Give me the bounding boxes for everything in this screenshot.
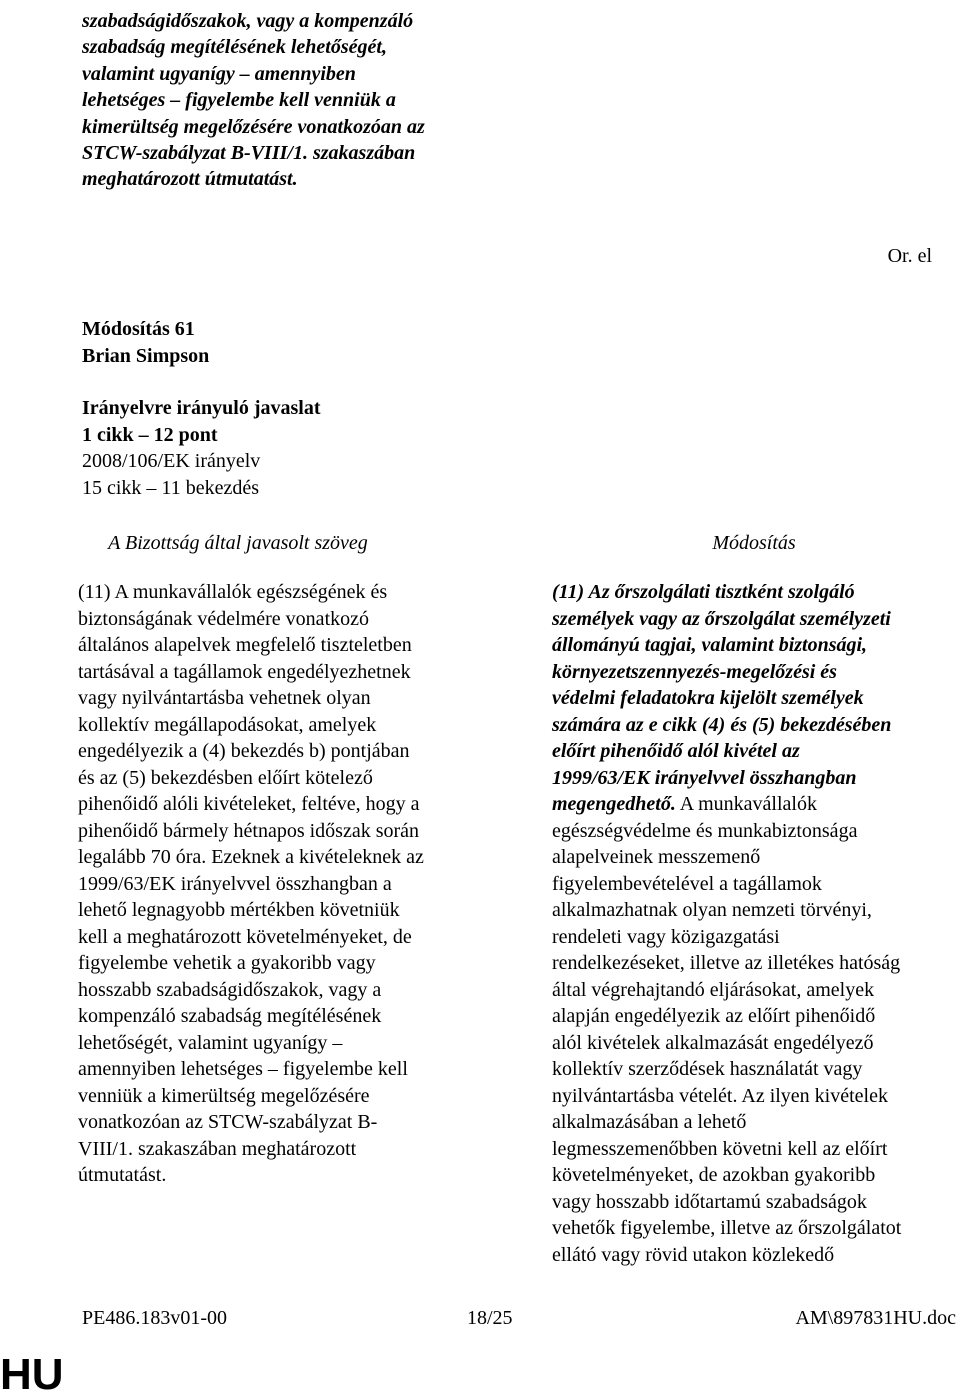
text-line: alapelveinek messzemenő [552, 846, 761, 868]
text-line: szabadság megítélésének lehetőségét, [82, 36, 387, 59]
text-line: követelményeket, de azokban gyakoribb [552, 1164, 876, 1186]
text-line: legmesszemenőbben követni kell az előírt [552, 1137, 888, 1160]
text-line: pihenőidő alóli kivételeket, feltéve, hogy a [78, 793, 420, 815]
text-line: által végrehajtandó eljárásokat, amelyek [552, 978, 875, 1001]
text-span: A munkavállalók [675, 793, 817, 815]
text-line: alapján engedélyezik az előírt pihenőidő [552, 1005, 876, 1027]
text-span: megengedhető. [552, 793, 676, 815]
spacer [82, 369, 321, 395]
text-line: kimerültség megelőzésére vonatkozóan az [82, 115, 425, 138]
text-line: engedélyezik a (4) bekezdés b) pontjában [78, 740, 410, 762]
amendment-author: Brian Simpson [82, 344, 210, 367]
right-column-header: Módosítás [712, 532, 796, 554]
amendment-text-column [552, 579, 956, 1268]
text-line: kompenzáló szabadság megítélésének [78, 1005, 382, 1027]
text-line: nyilvántartásba vételét. Az ilyen kivételek [552, 1084, 888, 1107]
text-line: vonatkozóan az STCW-szabályzat B- [78, 1111, 378, 1133]
text-line: számára az e cikk (4) és (5) bekezdésében [552, 713, 892, 736]
text-line: általános alapelvek megfelelő tiszteletben [78, 634, 412, 656]
text-line: útmutatást. [78, 1164, 167, 1186]
continued-text-block [82, 8, 482, 193]
text-line: védelmi feladatokra kijelölt személyek [552, 687, 864, 709]
text-line: szabadságidőszakok, vagy a kompenzáló [82, 10, 414, 32]
text-line: kollektív szerződések használatát vagy [552, 1058, 863, 1080]
text-line: és az (5) bekezdésben előírt kötelező [78, 766, 373, 789]
proposal-type: Irányelvre irányuló javaslat [82, 397, 321, 419]
text-line: biztonságának védelmére vonatkozó [78, 607, 369, 630]
text-line: lehetőségét, valamint ugyanígy – [78, 1031, 343, 1054]
text-line: rendelkezéseket, illetve az illetékes hatóság [552, 952, 901, 974]
text-line: legalább 70 óra. Ezeknek a kivételeknek az [78, 846, 424, 868]
text-line: rendeleti vagy közigazgatási [552, 925, 780, 948]
text-line: meghatározott útmutatást. [82, 168, 298, 191]
article-ref: 1 cikk – 12 pont [82, 423, 218, 446]
amendment-header [82, 316, 321, 501]
commission-text-column [78, 579, 482, 1189]
text-line: hosszabb szabadságidőszakok, vagy a [78, 978, 382, 1001]
original-language-label: Or. el [887, 245, 932, 267]
text-line: alkalmazhatnak olyan nemzeti törvényi, [552, 899, 872, 921]
text-line: valamint ugyanígy – amennyiben [82, 62, 356, 85]
text-line: (11) A munkavállalók egészségének és [78, 581, 388, 603]
text-line: ellátó vagy rövid utakon közlekedő [552, 1243, 835, 1266]
text-line: 1999/63/EK irányelvvel összhangban a [78, 872, 392, 895]
amendment-number: Módosítás 61 [82, 318, 195, 340]
text-line: 1999/63/EK irányelvvel összhangban [552, 766, 857, 789]
text-line: vagy nyilvántartásba vehetnek olyan [78, 687, 371, 709]
text-line: amennyiben lehetséges – figyelembe kell [78, 1058, 408, 1080]
text-line: venniük a kimerültség megelőzésére [78, 1084, 370, 1107]
text-line: alkalmazásában a lehető [552, 1111, 747, 1133]
text-line: kollektív megállapodásokat, amelyek [78, 713, 377, 736]
left-column-header: A Bizottság által javasolt szöveg [108, 532, 368, 554]
footer-page-number: 18/25 [467, 1307, 513, 1329]
text-line: pihenőidő bármely hétnapos időszak során [78, 819, 420, 842]
text-line: vehetők figyelembe, illetve az őrszolgálatot [552, 1217, 902, 1239]
footer-file-name: AM\897831HU.doc [795, 1307, 956, 1329]
text-line: STCW-szabályzat B-VIII/1. szakaszában [82, 142, 416, 165]
text-line: egészségvédelme és munkabiztonsága [552, 819, 858, 842]
text-line: előírt pihenőidő alól kivétel az [552, 740, 800, 762]
language-code: HU [0, 1350, 64, 1399]
text-line: lehető legnagyobb mértékben követniük [78, 899, 400, 921]
text-line: VIII/1. szakaszában meghatározott [78, 1137, 357, 1160]
directive-ref: 2008/106/EK irányelv [82, 450, 261, 472]
text-line: környezetszennyezés-megelőzési és [552, 660, 837, 683]
text-line: állományú tagjai, valamint biztonsági, [552, 634, 868, 656]
text-line: kell a meghatározott követelményeket, de [78, 925, 412, 948]
footer-doc-ref: PE486.183v01-00 [82, 1307, 227, 1329]
paragraph-ref: 15 cikk – 11 bekezdés [82, 476, 259, 499]
text-line: (11) Az őrszolgálati tisztként szolgáló [552, 581, 855, 603]
text-line: alól kivételek alkalmazását engedélyező [552, 1031, 874, 1054]
text-line: vagy hosszabb időtartamú szabadságok [552, 1190, 867, 1213]
text-line: figyelembe vehetik a gyakoribb vagy [78, 952, 376, 974]
text-line: figyelembevételével a tagállamok [552, 872, 822, 895]
text-line: lehetséges – figyelembe kell venniük a [82, 89, 396, 112]
text-line [552, 791, 956, 818]
text-line: személyek vagy az őrszolgálat személyzeti [552, 607, 891, 630]
text-line: tartásával a tagállamok engedélyezhetnek [78, 660, 411, 683]
